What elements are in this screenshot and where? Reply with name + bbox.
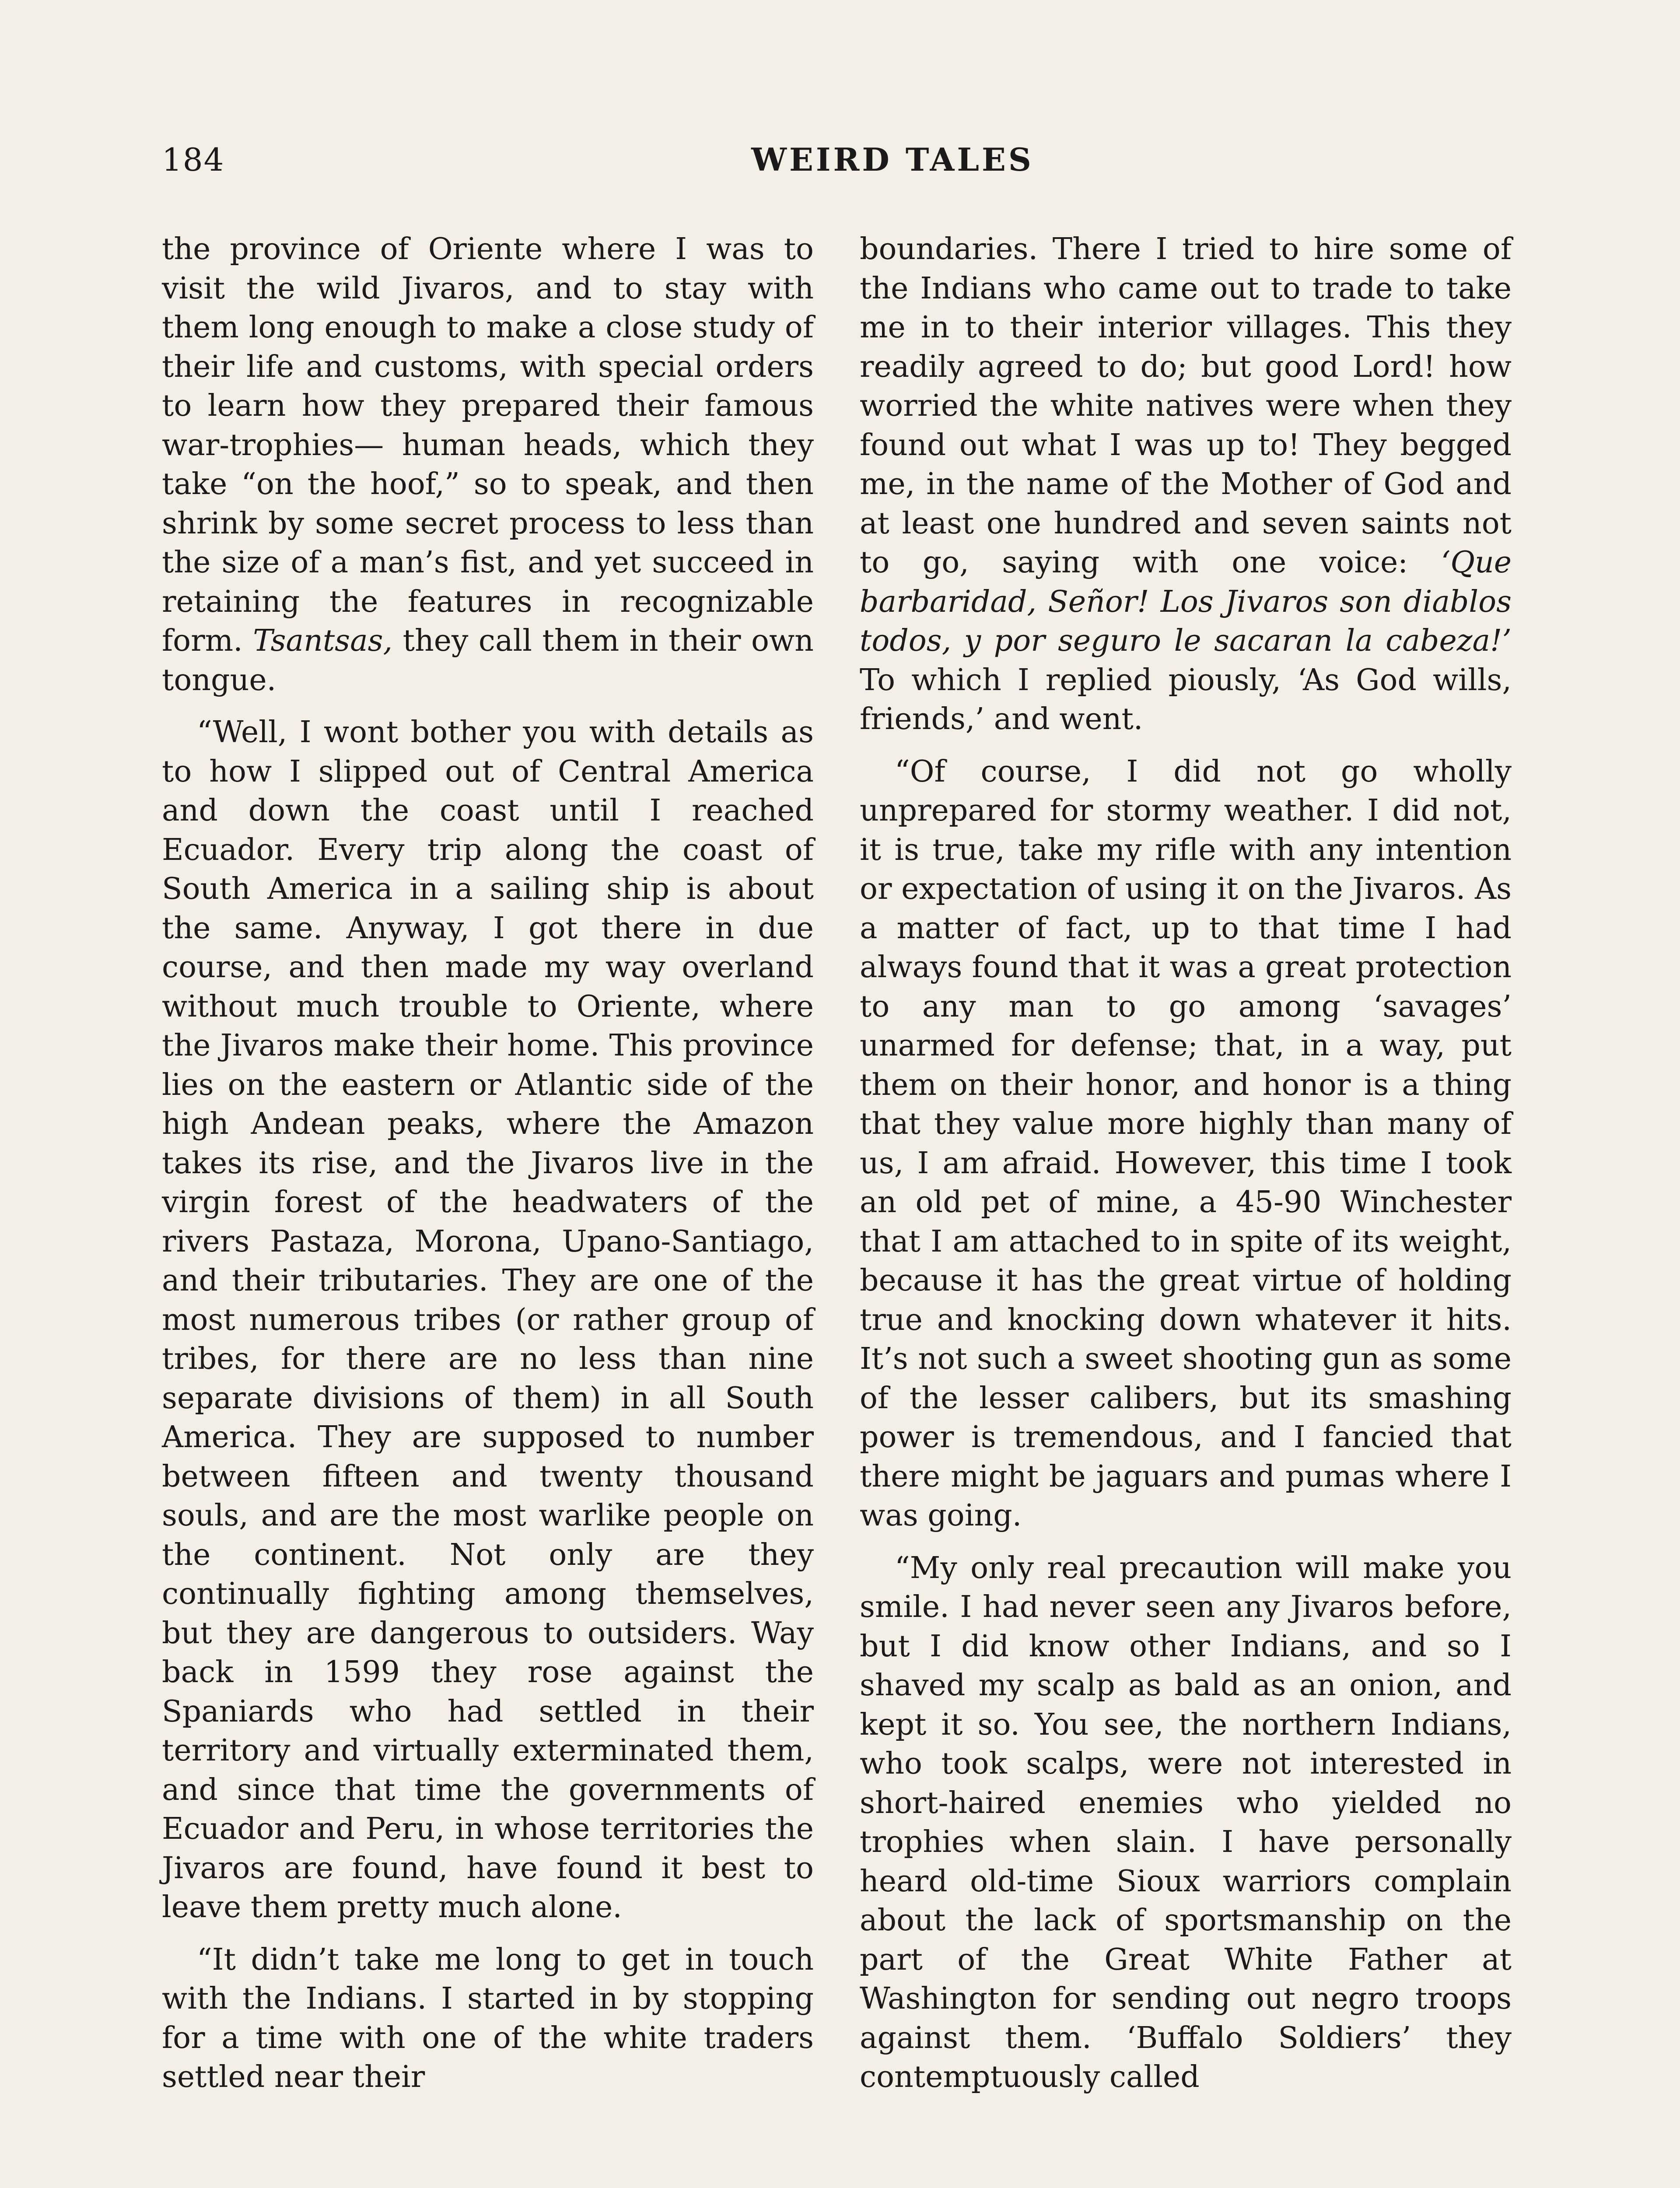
- tsantsas-term: Tsantsas,: [253, 624, 393, 658]
- left-paragraph-1: [162, 230, 814, 700]
- right-p1-tail: To which I replied piously, ‘As God wills, friends,’ and went.: [860, 663, 1512, 736]
- page-header: [162, 136, 1518, 184]
- running-title: WEIRD TALES: [751, 141, 1034, 178]
- left-paragraph-3: “It didn’t take me long to get in touch with the Indians. I started in by stopping for a time with one of the white traders settled near their: [162, 1942, 814, 2094]
- left-paragraph-2: “Well, I wont bother you with details as to how I slipped out of Central America and down the coast until I reached Ecuador. Every trip along the coast of South America in a sailing ship is about the same. Anyway, I got there in due course, and then made my way overland without much trouble to Oriente, where the Jivaros make their home. This province lies on the eastern or Atlantic side of the high Andean peaks, where the Amazon takes its rise, and the Jivaros live in the virgin forest of the headwaters of the rivers Pastaza, Morona, Upano-Santiago, and their tributaries. They are one of the most numerous tribes (or rather group of tribes, for there are no less than nine separate divisions of them) in all South America. They are supposed to number between fifteen and twenty thousand souls, and are the most warlike people on the continent. Not only are they continually fighting among themselves, but they are dangerous to outsiders. Way back in 1599 they rose against the Spaniards who had settled in their territory and virtually exterminated them, and since that time the governments of Ecuador and Peru, in whose territories the Jivaros are found, have found it best to leave them pretty much alone.: [162, 715, 814, 1925]
- page-number: 184: [162, 141, 225, 178]
- left-p1-tail: they call them in their own tongue.: [162, 624, 814, 698]
- right-paragraph-1: [860, 230, 1512, 739]
- right-column: [860, 230, 1512, 2097]
- spanish-quote: ‘Que barbaridad, Señor! Los Jivaros son diablos todos, y por seguro le sacaran la cabeza!’: [860, 545, 1512, 658]
- left-p1-text: the province of Oriente where I was to visit the wild Jivaros, and to stay with them long enough to make a close study of their life and customs, with special orders to learn how they prepared their famous war-trophies— human heads, which they take “on the hoof,” so to speak, and then shrink by some secret process to less than the size of a man’s fist, and yet succeed in retaining the features in recognizable form.: [162, 232, 814, 658]
- right-paragraph-3: “My only real precaution will make you smile. I had never seen any Jivaros before, but I did know other Indians, and so I shaved my scalp as bald as an onion, and kept it so. You see, the northern Indians, who took scalps, were not interested in short-haired enemies who yielded no trophies when slain. I have personally heard old-time Sioux warriors complain about the lack of sportsmanship on the part of the Great White Father at Washington for sending out negro troops against them. ‘Buffalo Soldiers’ they contemptuously called: [860, 1550, 1512, 2094]
- right-p1-head: boundaries. There I tried to hire some of the Indians who came out to trade to take me in to their interior villages. This they readily agreed to do; but good Lord! how worried the white natives were when they found out what I was up to! They begged me, in the name of the Mother of God and at least one hundred and seven saints not to go, saying with one voice:: [860, 232, 1512, 580]
- right-paragraph-2: “Of course, I did not go wholly unprepared for stormy weather. I did not, it is true, take my rifle with any intention or expectation of using it on the Jivaros. As a matter of fact, up to that time I had always found that it was a great protection to any man to go among ‘savages’ unarmed for defense; that, in a way, put them on their honor, and honor is a thing that they value more highly than many of us, I am afraid. However, this time I took an old pet of mine, a 45-90 Winchester that I am attached to in spite of its weight, because it has the great virtue of holding true and knocking down whatever it hits. It’s not such a sweet shooting gun as some of the lesser calibers, but its smashing power is tremendous, and I fancied that there might be jaguars and pumas where I was going.: [860, 754, 1512, 1533]
- left-column: [162, 230, 814, 2097]
